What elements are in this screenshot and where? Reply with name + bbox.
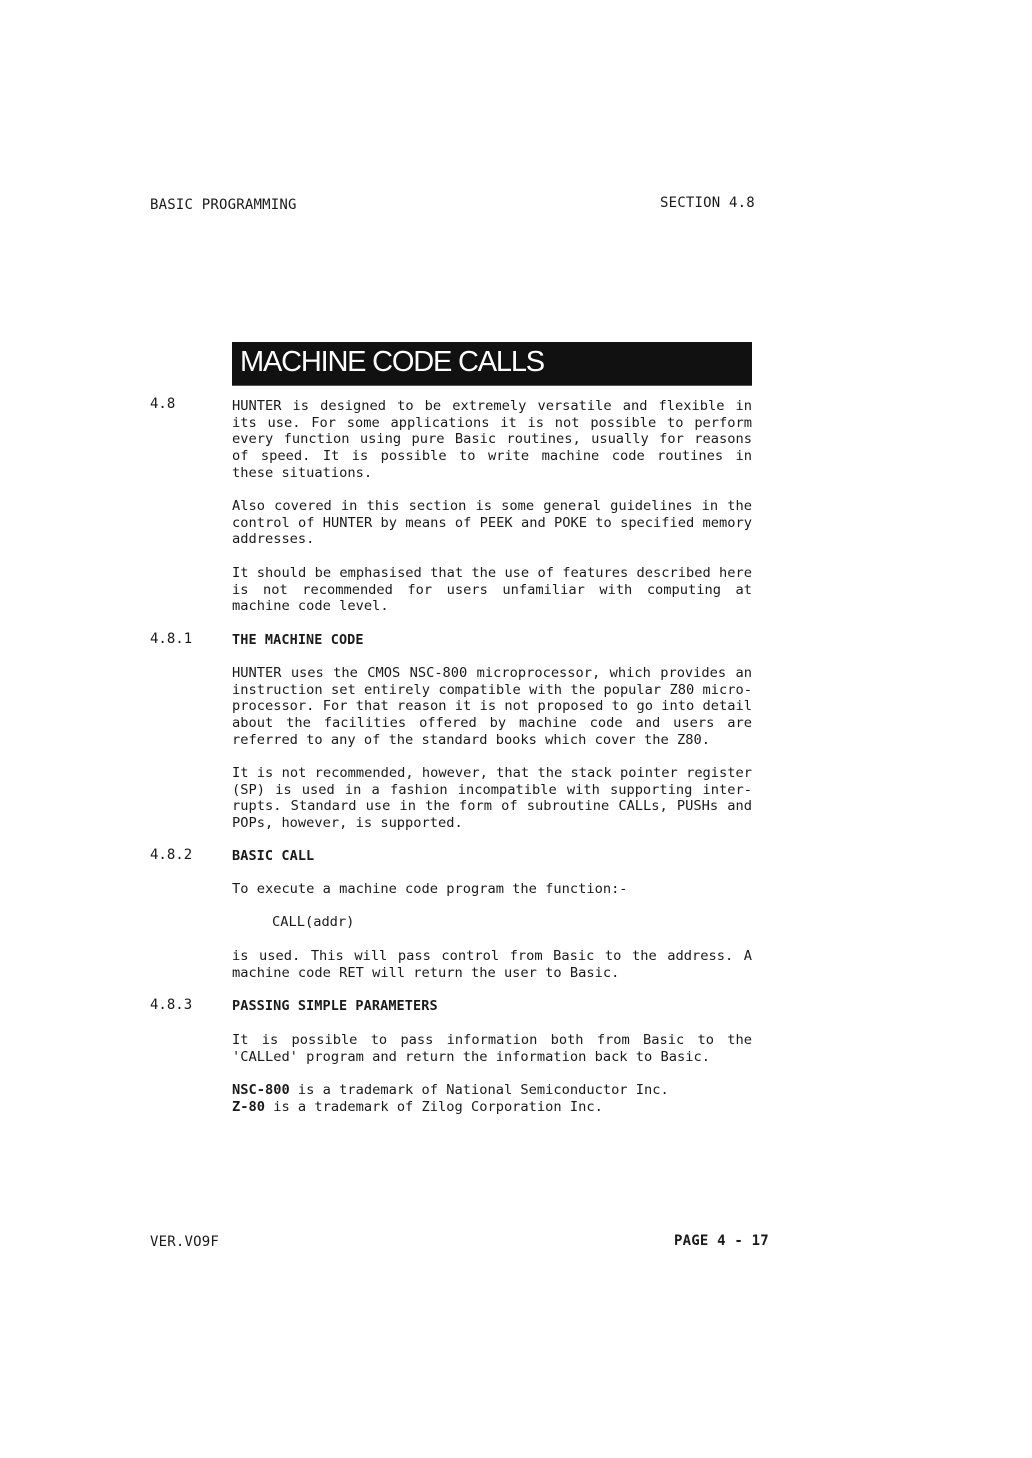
header-right: SECTION 4.8 xyxy=(660,195,755,211)
paragraph-4-8-2-intro: To execute a machine code program the function:- xyxy=(232,881,628,897)
paragraph-4-8-3: It is possible to pass information both from Basic to the 'CALLed' program and return the information back to Basic. xyxy=(232,1032,752,1065)
trademark-name: NSC-800 xyxy=(232,1082,290,1098)
trademark-note-nsc800 xyxy=(232,1082,669,1098)
section-number-4-8-1: 4.8.1 xyxy=(150,631,193,647)
paragraph-4-8-1-2: It is not recommended, however, that the stack pointer register (SP) is used in a fashion incompatible with supporting inter-rupts. Standard use in the form of subroutine CALLs, PUSHs and POPs, however, is supported. xyxy=(232,765,752,832)
banner-title: MACHINE CODE CALLS xyxy=(240,346,544,378)
section-heading-4-8-3: PASSING SIMPLE PARAMETERS xyxy=(232,998,438,1014)
section-number-4-8-3: 4.8.3 xyxy=(150,997,193,1013)
code-call: CALL(addr) xyxy=(272,914,355,930)
header-left: BASIC PROGRAMMING xyxy=(150,197,297,213)
paragraph-4-8-1-1: HUNTER uses the CMOS NSC-800 microprocessor, which provides an instruction set entirely compatible with the popular Z80 micro-processor. For that reason it is not proposed to go into detail about the facilities offered by machine code and users are referred to any of the standard books which cover the Z80. xyxy=(232,665,752,748)
section-heading-4-8-2: BASIC CALL xyxy=(232,848,315,864)
trademark-name: Z-80 xyxy=(232,1099,265,1115)
footer-version: VER.VO9F xyxy=(150,1234,220,1250)
banner-underline xyxy=(232,385,752,386)
section-number-4-8-2: 4.8.2 xyxy=(150,847,193,863)
section-banner xyxy=(232,342,752,385)
paragraph-4-8-3: It should be emphasised that the use of features described here is not recommended for users unfamiliar with computing at machine code level. xyxy=(232,565,752,615)
section-number-4-8: 4.8 xyxy=(150,396,176,412)
trademark-text: is a trademark of National Semiconductor Inc. xyxy=(289,1082,669,1098)
section-heading-4-8-1: THE MACHINE CODE xyxy=(232,632,364,648)
trademark-note-z80 xyxy=(232,1099,603,1115)
paragraph-4-8-2: Also covered in this section is some general guidelines in the control of HUNTER by means of PEEK and POKE to specified memory addresses. xyxy=(232,498,752,548)
footer-page-number: PAGE 4 - 17 xyxy=(674,1233,769,1249)
trademark-text: is a trademark of Zilog Corporation Inc. xyxy=(264,1099,603,1115)
paragraph-4-8-2-after: is used. This will pass control from Basic to the address. A machine code RET will return the user to Basic. xyxy=(232,948,752,981)
paragraph-4-8-1: HUNTER is designed to be extremely versatile and flexible in its use. For some applications it is not possible to perform every function using pure Basic routines, usually for reasons of speed. It is possible to write machine code routines in these situations. xyxy=(232,398,752,481)
